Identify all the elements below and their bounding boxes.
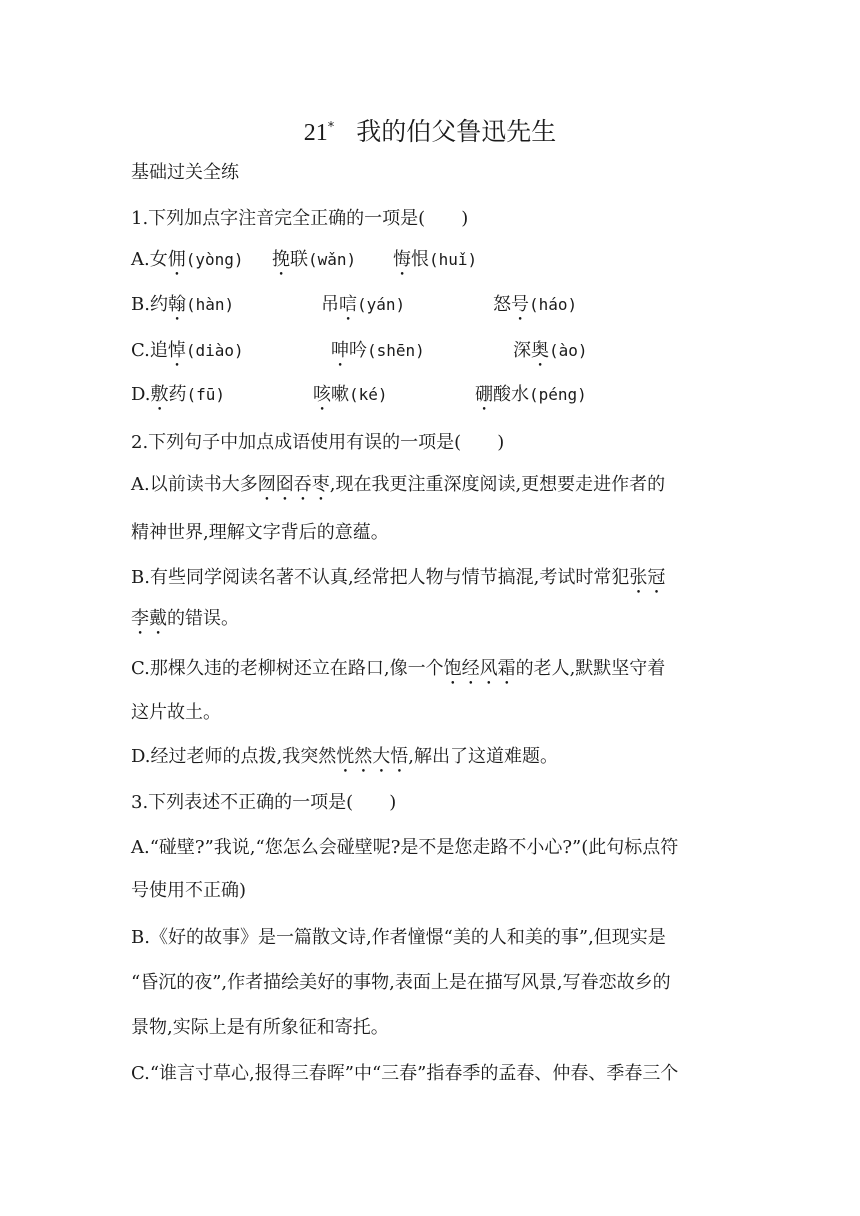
idiom: 李戴 [131, 608, 167, 629]
q2-option-c[interactable]: C.那棵久违的老柳树还立在路口,像一个饱经风霜的老人,默默坚守着 [131, 658, 666, 679]
lesson-title [0, 112, 860, 148]
q1-c-item-1: 追悼(diào) [149, 340, 244, 361]
q2-option-b[interactable]: B.有些同学阅读名著不认真,经常把人物与情节搞混,考试时常犯张冠 [131, 567, 666, 588]
q1-a-item-3: 悔恨(huǐ) [393, 249, 478, 270]
q1-option-a[interactable] [131, 247, 244, 280]
lesson-number: 21 [303, 120, 328, 146]
q1-d-item-3: 硼酸水(péng) [475, 384, 587, 405]
section-heading: 基础过关全练 [131, 162, 239, 183]
option-label: C. [131, 340, 150, 361]
q1-a-item-1: 女佣(yòng) [149, 249, 244, 270]
q1-a-item-2: 挽联(wǎn) [272, 249, 357, 270]
q3-option-b[interactable]: B.《好的故事》是一篇散文诗,作者憧憬“美的人和美的事”,但现实是 [131, 927, 666, 948]
q2-option-c-cont: 这片故土。 [131, 702, 221, 723]
q1-option-c[interactable] [131, 338, 244, 371]
q1-b-item-3: 怒号(háo) [493, 294, 578, 315]
q1-option-d[interactable] [131, 382, 225, 415]
lesson-title-text: 我的伯父鲁迅先生 [356, 117, 557, 146]
option-label: D. [131, 384, 151, 405]
q3-option-b-cont-1: “昏沉的夜”,作者描绘美好的事物,表面上是在描写风景,写眷恋故乡的 [131, 972, 671, 993]
idiom: 张冠 [629, 567, 666, 588]
option-label: B. [131, 294, 150, 315]
q1-stem: 1.下列加点字注音完全正确的一项是( ) [131, 208, 469, 229]
idiom: 囫囵吞枣 [257, 474, 330, 495]
q2-option-b-cont: 李戴的错误。 [131, 608, 239, 629]
q2-option-d[interactable]: D.经过老师的点拨,我突然恍然大悟,解出了这道难题。 [131, 746, 558, 767]
idiom: 恍然大悟 [336, 746, 409, 767]
q3-option-a[interactable]: A.“碰壁?”我说,“您怎么会碰壁呢?是不是您走路不小心?”(此句标点符 [131, 837, 679, 858]
idiom: 饱经风霜 [443, 658, 516, 679]
lesson-mark: * [327, 119, 335, 135]
q1-b-item-1: 约翰(hàn) [149, 294, 235, 315]
q1-b-item-2: 吊唁(yán) [321, 294, 406, 315]
q3-option-c[interactable]: C.“谁言寸草心,报得三春晖”中“三春”指春季的孟春、仲春、季春三个 [131, 1063, 679, 1084]
q3-option-a-cont: 号使用不正确) [131, 880, 247, 901]
option-label: A. [131, 249, 150, 270]
q3-stem: 3.下列表述不正确的一项是( ) [131, 792, 397, 813]
q2-option-a-cont: 精神世界,理解文字背后的意蕴。 [131, 522, 389, 543]
q2-stem: 2.下列句子中加点成语使用有误的一项是( ) [131, 432, 505, 453]
q1-c-item-2: 呻吟(shēn) [331, 340, 425, 361]
q3-option-b-cont-2: 景物,实际上是有所象征和寄托。 [131, 1017, 389, 1038]
q1-d-item-1: 敷药(fū) [150, 384, 226, 405]
q1-option-b[interactable] [131, 292, 234, 325]
q2-option-a[interactable]: A.以前读书大多囫囵吞枣,现在我更注重深度阅读,更想要走进作者的 [131, 474, 666, 495]
q1-c-item-3: 深奥(ào) [513, 340, 588, 361]
q1-d-item-2: 咳嗽(ké) [313, 384, 388, 405]
